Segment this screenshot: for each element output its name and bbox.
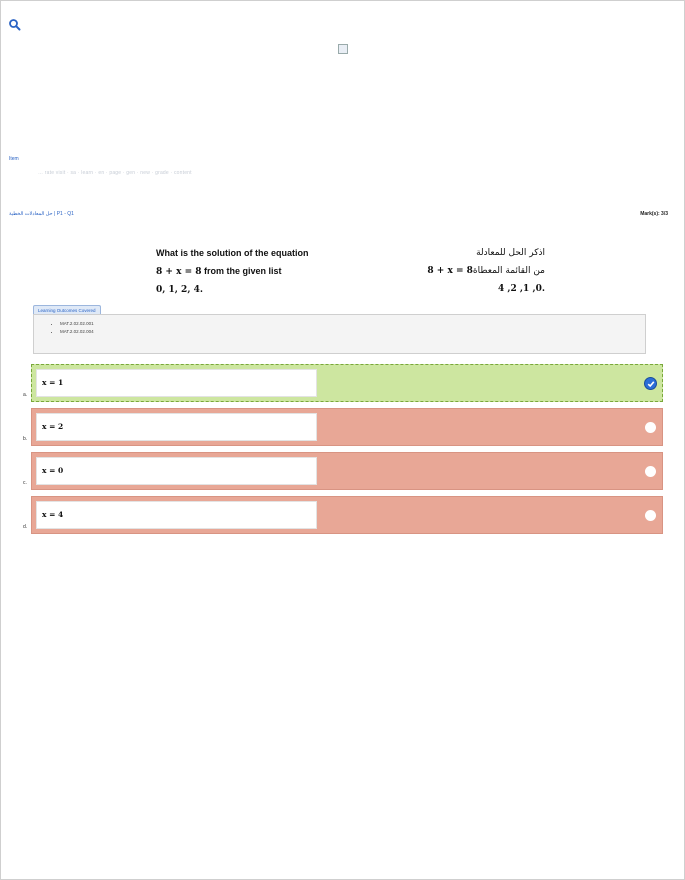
broken-image-icon <box>338 44 348 54</box>
question-en-line2 <box>156 262 309 281</box>
answer-option-b[interactable] <box>31 408 663 446</box>
question-en-line1: What is the solution of the equation <box>156 248 309 258</box>
question-ar-line3: .0, 1, 2, 4 <box>497 284 545 294</box>
breadcrumb[interactable]: حل المعادلات الخطية | P1 - Q1 <box>9 211 74 217</box>
option-value: x = 0 <box>36 457 317 485</box>
question-text-arabic <box>427 244 545 298</box>
option-letter: a. <box>23 392 28 398</box>
search-icon[interactable] <box>8 18 22 32</box>
option-value: x = 2 <box>36 413 317 441</box>
question-text-english <box>156 244 309 299</box>
option-letter: d. <box>23 524 28 530</box>
faint-info-line: … rate visit · sa · learn · en · page · gen · new · grade · content <box>38 170 192 176</box>
answer-option-a[interactable] <box>31 364 663 402</box>
learning-outcome-item: • MAT.2.02.02.001 <box>60 320 645 328</box>
answer-option-d[interactable] <box>31 496 663 534</box>
option-letter: b. <box>23 436 28 442</box>
question-en-line3: 0, 1, 2, 4. <box>156 285 203 295</box>
check-circle-icon[interactable] <box>644 377 657 390</box>
question-ar-line1: اذكر الحل للمعادلة <box>476 248 545 258</box>
learning-outcomes-panel <box>33 314 646 354</box>
equation: 8 + x = 8 <box>156 267 202 277</box>
option-value: x = 4 <box>36 501 317 529</box>
marks-label: Mark(s): 3/3 <box>640 211 668 217</box>
question-ar-line2 <box>427 262 545 280</box>
radio-empty-icon[interactable] <box>645 510 656 521</box>
answer-option-c[interactable] <box>31 452 663 490</box>
learning-outcomes-tab[interactable]: Learning Outcomes Covered <box>33 305 101 316</box>
learning-outcome-item: • MAT.2.02.02.004 <box>60 328 645 336</box>
radio-empty-icon[interactable] <box>645 422 656 433</box>
option-value: x = 1 <box>36 369 317 397</box>
option-letter: c. <box>23 480 27 486</box>
radio-empty-icon[interactable] <box>645 466 656 477</box>
item-label: Item <box>9 156 19 162</box>
equation-ar: 8 + x = 8 <box>427 266 473 276</box>
question-ar-line2-text: من القائمة المعطاة <box>472 266 545 276</box>
question-en-line2-text: from the given list <box>201 266 282 276</box>
